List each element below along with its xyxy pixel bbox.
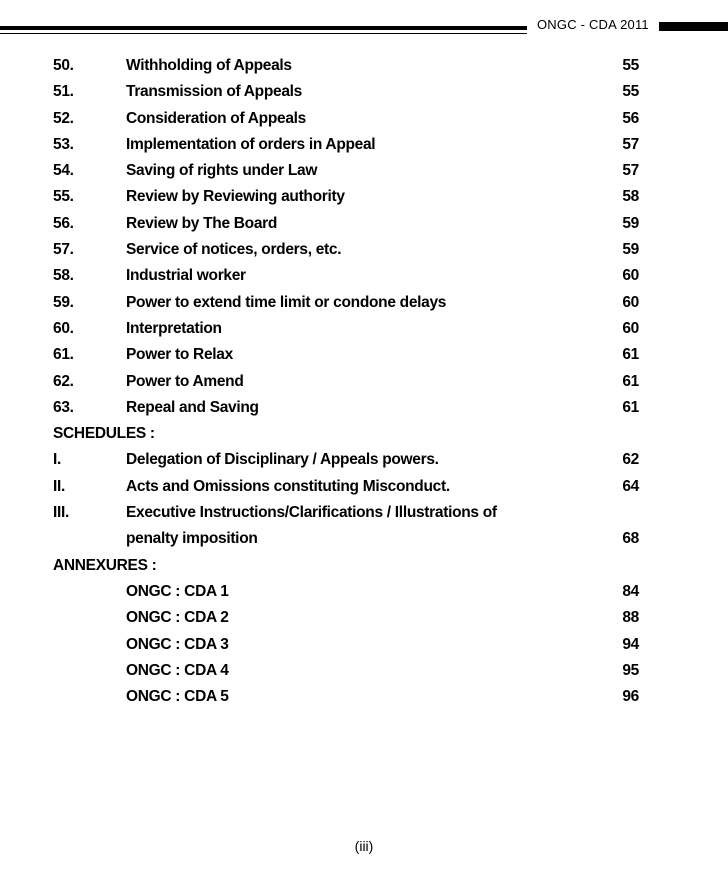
toc-number: 53. xyxy=(53,135,74,153)
toc-title: Transmission of Appeals xyxy=(126,83,302,101)
toc-page: 58 xyxy=(622,188,639,206)
toc-title: Power to extend time limit or condone delays xyxy=(126,293,447,311)
annexure-page: 95 xyxy=(622,661,639,679)
schedules-heading-row xyxy=(53,421,643,447)
annexures-heading: ANNEXURES : xyxy=(53,556,157,574)
toc-page: 55 xyxy=(622,83,639,101)
toc-number: 59. xyxy=(53,293,74,311)
page-number: (iii) xyxy=(354,838,374,854)
annexure-row-3 xyxy=(53,632,643,658)
schedule-title: Acts and Omissions constituting Misconduct. xyxy=(126,477,450,495)
header-rule-right xyxy=(659,22,728,31)
annexure-title: ONGC : CDA 1 xyxy=(126,582,229,600)
toc-title: Review by The Board xyxy=(126,214,278,232)
toc-title: Consideration of Appeals xyxy=(126,109,306,127)
page-header xyxy=(0,14,728,38)
toc-row-58 xyxy=(53,263,643,289)
toc-page: 61 xyxy=(622,346,639,364)
annexure-row-1 xyxy=(53,579,643,605)
toc-row-57 xyxy=(53,237,643,263)
annexure-row-2 xyxy=(53,605,643,631)
schedule-row-i xyxy=(53,447,643,473)
schedule-row-ii xyxy=(53,474,643,500)
toc-row-53 xyxy=(53,132,643,158)
schedule-row-iii xyxy=(53,500,643,526)
toc-row-63 xyxy=(53,395,643,421)
schedule-row-iii-continued xyxy=(53,526,643,552)
toc-page: 57 xyxy=(622,162,639,180)
toc-number: 57. xyxy=(53,241,74,259)
toc-title: Withholding of Appeals xyxy=(126,57,292,74)
schedule-title: Executive Instructions/Clarifications / Illustrations of xyxy=(126,504,497,522)
annexure-page: 88 xyxy=(622,609,639,627)
toc-number: 58. xyxy=(53,267,74,285)
annexure-page: 96 xyxy=(622,688,639,706)
schedule-number: III. xyxy=(53,504,70,522)
toc-number: 50. xyxy=(53,57,74,74)
toc-row-61 xyxy=(53,342,643,368)
toc-number: 62. xyxy=(53,372,74,390)
toc-title: Saving of rights under Law xyxy=(126,162,318,180)
schedule-number: II. xyxy=(53,477,66,495)
toc-title: Repeal and Saving xyxy=(126,398,259,416)
toc-number: 54. xyxy=(53,162,74,180)
schedules-heading: SCHEDULES : xyxy=(53,425,155,443)
toc-row-52 xyxy=(53,106,643,132)
annexure-title: ONGC : CDA 3 xyxy=(126,635,229,653)
toc-page: 61 xyxy=(622,398,639,416)
toc-page: 56 xyxy=(622,109,639,127)
toc-number: 52. xyxy=(53,109,74,127)
toc-row-60 xyxy=(53,316,643,342)
annexures-heading-row xyxy=(53,553,643,579)
toc-page: 59 xyxy=(622,241,639,259)
annexure-title: ONGC : CDA 2 xyxy=(126,609,229,627)
annexure-title: ONGC : CDA 4 xyxy=(126,661,229,679)
toc-title: Service of notices, orders, etc. xyxy=(126,241,342,259)
toc-row-62 xyxy=(53,369,643,395)
toc-page: 57 xyxy=(622,135,639,153)
toc-number: 51. xyxy=(53,83,74,101)
toc-row-51 xyxy=(53,79,643,105)
schedule-page: 68 xyxy=(622,530,639,548)
header-rule-left xyxy=(0,26,527,30)
toc-title: Interpretation xyxy=(126,319,222,337)
toc-number: 55. xyxy=(53,188,74,206)
toc-page: 60 xyxy=(622,293,639,311)
schedule-number: I. xyxy=(53,451,62,469)
annexure-page: 84 xyxy=(622,582,639,600)
toc-title: Power to Relax xyxy=(126,346,233,364)
toc-title: Implementation of orders in Appeal xyxy=(126,135,376,153)
table-of-contents xyxy=(53,53,643,710)
toc-number: 56. xyxy=(53,214,74,232)
toc-title: Power to Amend xyxy=(126,372,244,390)
toc-page: 55 xyxy=(622,57,639,74)
toc-number: 60. xyxy=(53,319,74,337)
toc-number: 63. xyxy=(53,398,74,416)
schedule-title-continued: penalty imposition xyxy=(126,530,258,548)
toc-row-50 xyxy=(53,53,643,79)
annexure-row-4 xyxy=(53,658,643,684)
toc-page: 61 xyxy=(622,372,639,390)
toc-title: Industrial worker xyxy=(126,267,246,285)
schedule-title: Delegation of Disciplinary / Appeals powers. xyxy=(126,451,439,469)
toc-row-54 xyxy=(53,158,643,184)
toc-page: 60 xyxy=(622,319,639,337)
toc-row-59 xyxy=(53,290,643,316)
toc-title: Review by Reviewing authority xyxy=(126,188,345,206)
header-title: ONGC - CDA 2011 xyxy=(537,17,649,32)
toc-page: 60 xyxy=(622,267,639,285)
toc-row-56 xyxy=(53,211,643,237)
toc-page: 59 xyxy=(622,214,639,232)
annexure-title: ONGC : CDA 5 xyxy=(126,688,229,706)
toc-row-55 xyxy=(53,184,643,210)
schedule-page: 64 xyxy=(622,477,639,495)
annexure-page: 94 xyxy=(622,635,639,653)
toc-number: 61. xyxy=(53,346,74,364)
annexure-row-5 xyxy=(53,684,643,710)
schedule-page: 62 xyxy=(622,451,639,469)
